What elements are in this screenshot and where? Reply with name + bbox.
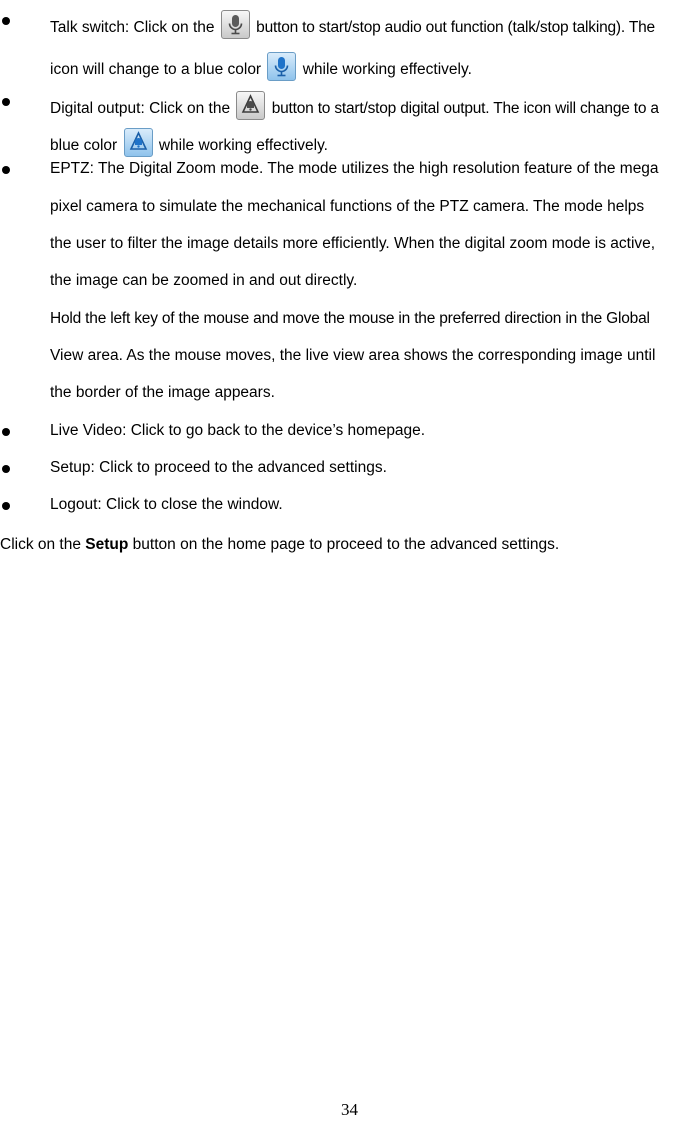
eptz-line-1 bbox=[50, 159, 697, 179]
microphone-icon-blue bbox=[267, 52, 296, 81]
setup-text: Setup: Click to proceed to the advanced settings. bbox=[50, 459, 387, 476]
digital-text-c: blue color bbox=[50, 137, 118, 154]
digital-text-d: while working effectively. bbox=[158, 137, 328, 154]
eptz-line-4 bbox=[50, 271, 357, 291]
closing-suffix: button on the home page to proceed to the advanced settings. bbox=[132, 536, 560, 553]
page-number: 34 bbox=[341, 1100, 358, 1119]
bullet-eptz bbox=[2, 166, 10, 174]
eptz-line-2 bbox=[50, 197, 644, 217]
alarm-bell-icon bbox=[236, 91, 265, 120]
alarm-bell-icon-blue bbox=[124, 128, 153, 157]
closing-paragraph bbox=[0, 535, 559, 555]
talk-text-c: icon will change to a blue color bbox=[50, 61, 262, 78]
bullet-setup bbox=[2, 465, 10, 473]
eptz-text-3: the user to filter the image details more efficiently. When the digital zoom mode is active, bbox=[50, 235, 656, 252]
setup-line bbox=[50, 458, 387, 478]
bullet-live-video bbox=[2, 428, 10, 436]
digital-output-line-1 bbox=[50, 91, 659, 120]
closing-bold-setup: Setup bbox=[85, 536, 129, 553]
digital-output-line-2 bbox=[50, 128, 328, 157]
eptz-line-3 bbox=[50, 234, 655, 254]
live-video-line bbox=[50, 421, 425, 441]
closing-prefix: Click on the bbox=[0, 536, 81, 553]
digital-text-b: button to start/stop digital output. The icon will change to a bbox=[271, 100, 659, 117]
bullet-talk bbox=[2, 17, 10, 25]
eptz-line-5 bbox=[50, 309, 650, 329]
bullet-digital bbox=[2, 98, 10, 106]
microphone-icon bbox=[221, 10, 250, 39]
eptz-text-7: the border of the image appears. bbox=[50, 384, 275, 401]
talk-text-b: button to start/stop audio out function (talk/stop talking). The bbox=[256, 19, 655, 36]
eptz-text-4: the image can be zoomed in and out directly. bbox=[50, 272, 358, 289]
talk-text-d: while working effectively. bbox=[302, 61, 472, 78]
eptz-text-6: View area. As the mouse moves, the live view area shows the corresponding image until bbox=[50, 347, 656, 364]
logout-line bbox=[50, 495, 283, 515]
eptz-text-1: EPTZ: The Digital Zoom mode. The mode utilizes the high resolution feature of the mega bbox=[50, 160, 659, 177]
live-video-text: Live Video: Click to go back to the device’s homepage. bbox=[50, 422, 426, 439]
eptz-text-2: pixel camera to simulate the mechanical functions of the PTZ camera. The mode helps bbox=[50, 198, 645, 215]
talk-text-a: Talk switch: Click on the bbox=[50, 19, 215, 36]
eptz-text-5: Hold the left key of the mouse and move the mouse in the preferred direction in the Global bbox=[50, 310, 650, 327]
eptz-line-7 bbox=[50, 383, 275, 403]
digital-text-a: Digital output: Click on the bbox=[50, 100, 231, 117]
bullet-logout bbox=[2, 502, 10, 510]
talk-switch-line-2 bbox=[50, 52, 472, 81]
eptz-line-6 bbox=[50, 346, 655, 366]
logout-text: Logout: Click to close the window. bbox=[50, 496, 283, 513]
talk-switch-line-1 bbox=[50, 10, 655, 39]
